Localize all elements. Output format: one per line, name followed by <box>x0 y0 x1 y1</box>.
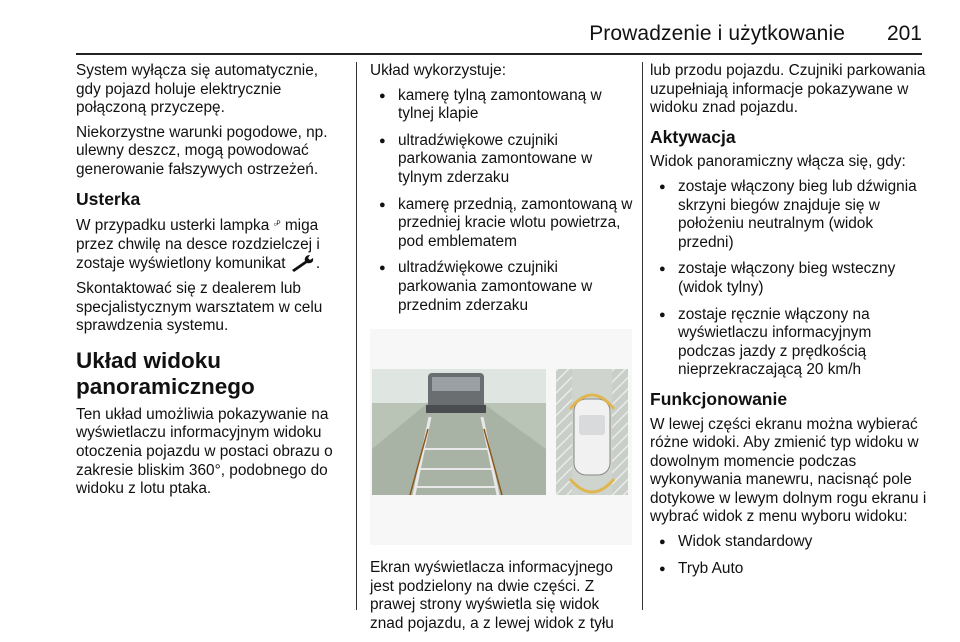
column-1 <box>76 62 344 505</box>
paragraph: W lewej części ekranu można wybierać różne widoki. Aby zmienić typ widoku w dowolnym momencie podczas wykonywania manewru, nacisnąć pole dotykowe w lewym dolnym rogu ekranu i wybrać widok z menu wyboru widoku: <box>650 415 927 526</box>
list-item: ● ultradźwiękowe czujniki parkowania zamontowane w tylnym zderzaku <box>370 132 634 188</box>
paragraph: Układ wykorzystuje: <box>370 62 506 79</box>
paragraph: System wyłącza się automatycznie, gdy pojazd holuje elektrycznie połączoną przyczepę. <box>76 62 319 117</box>
text: W przypadku usterki lampka <box>76 217 274 235</box>
list-item: ● kamerę tylną zamontowaną w tylnej klapie <box>370 87 634 124</box>
list-item: ● ultradźwiękowe czujniki parkowania zamontowane w przednim zderzaku <box>370 259 634 315</box>
list-item: ● zostaje ręcznie włączony na wyświetlaczu informacyjnym podczas jazdy z prędkością nieprzekraczającą 20 km/h <box>650 306 930 380</box>
column-3 <box>650 62 930 586</box>
section-heading-uklad: Układ widoku panoramicznego <box>76 347 255 399</box>
paragraph: lub przodu pojazdu. Czujniki parkowania uzupełniają informacje pokazywane w widoku znad pojazdu. <box>650 62 926 117</box>
column-divider <box>356 62 357 610</box>
page-header <box>0 0 960 58</box>
section-heading-aktywacja: Aktywacja <box>650 126 736 147</box>
list-item: ● Tryb Auto <box>650 560 930 579</box>
paragraph: Niekorzystne warunki pogodowe, np. ulewny deszcz, mogą powodować generowanie fałszywych ostrzeżeń. <box>76 123 328 178</box>
text: . <box>315 255 321 273</box>
paragraph: Skontaktować się z dealerem lub specjalistycznym warsztatem w celu sprawdzenia systemu. <box>76 279 323 335</box>
page-number: 201 <box>886 22 922 45</box>
bullet-list <box>370 87 634 316</box>
bullet-list <box>650 178 930 380</box>
text: miga przez chwilę na desce rozdzielczej i zostaje wyświetlony komunikat <box>76 217 320 273</box>
header-rule <box>76 53 922 55</box>
section-heading-funkcjonowanie: Funkcjonowanie <box>650 388 788 409</box>
paragraph: Ekran wyświetlacza informacyjnego jest podzielony na dwie części. Z prawej strony wyświetla się widok znad pojazdu, a z lewej widok z tyłu <box>370 559 614 632</box>
section-heading-usterka: Usterka <box>76 188 141 209</box>
list-item: ● kamerę przednią, zamontowaną w przedniej kracie wlotu powietrza, pod emblematem <box>370 196 634 252</box>
page-title: Prowadzenie i użytkowanie <box>589 22 845 45</box>
list-item: ● Widok standardowy <box>650 533 930 552</box>
wrench-icon <box>290 254 316 272</box>
bullet-list <box>650 533 930 578</box>
paragraph: Ten układ umożliwia pokazywanie na wyświetlaczu informacyjnym widoku otoczenia pojazdu w postaci obrazu o zakresie bliskim 360°, podobnego do widoku z lotu ptaka. <box>76 405 333 498</box>
display-illustration <box>370 329 632 545</box>
column-2 <box>370 62 634 640</box>
column-divider <box>642 62 643 610</box>
paragraph-fault <box>76 215 344 274</box>
parking-lamp-icon: ▫ᴾ <box>273 219 281 230</box>
panoramic-view-illustration <box>370 329 632 545</box>
paragraph: Widok panoramiczny włącza się, gdy: <box>650 153 906 171</box>
list-item: ● zostaje włączony bieg lub dźwignia skrzyni biegów znajduje się w położeniu neutralnym (widok przedni) <box>650 178 930 252</box>
list-item: ● zostaje włączony bieg wsteczny (widok tylny) <box>650 260 930 297</box>
